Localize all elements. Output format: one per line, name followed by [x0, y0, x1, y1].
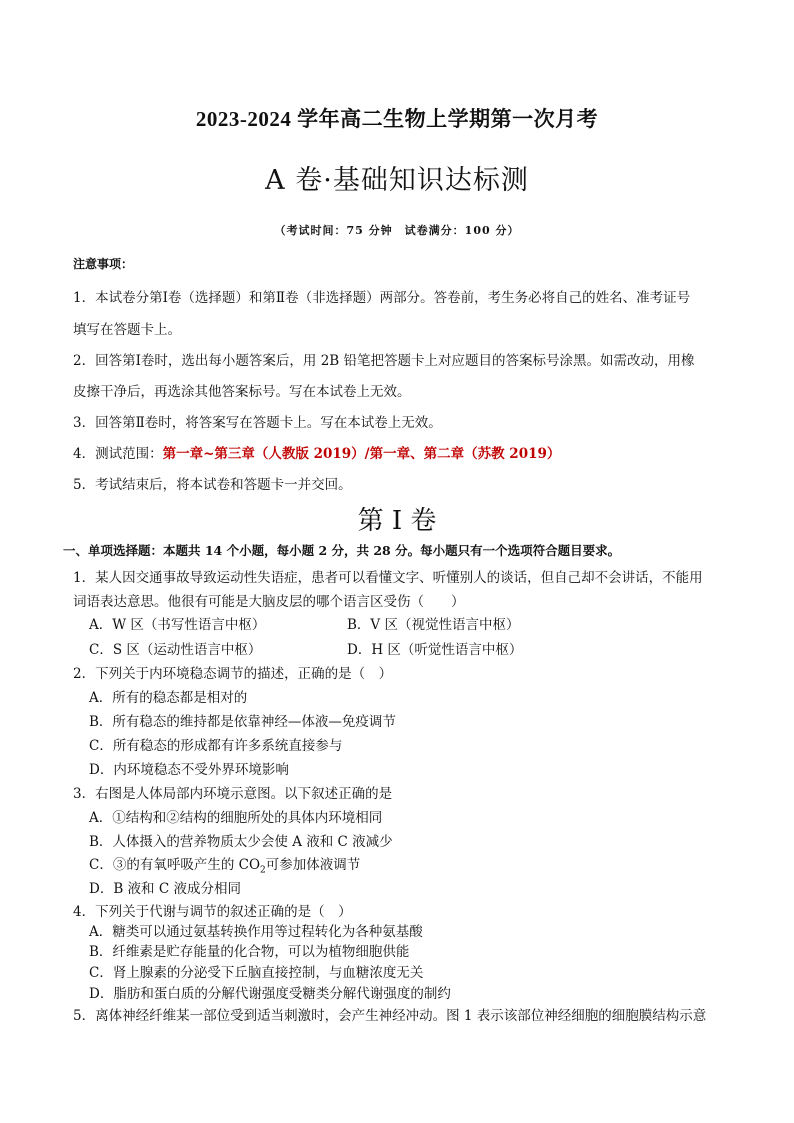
q1-option-c: C．S 区（运动性语言中枢） [89, 642, 262, 658]
question-4: 4．下列关于代谢与调节的叙述正确的是（ ） [73, 904, 352, 920]
q2-option-b: B．所有稳态的维持都是依靠神经—体液—免疫调节 [89, 714, 396, 730]
q1-option-b: B．V 区（视觉性语言中枢） [347, 617, 520, 633]
question-2: 2．下列关于内环境稳态调节的描述，正确的是（ ） [73, 666, 393, 682]
part-heading: 一、单项选择题：本题共 14 个小题，每小题 2 分，共 28 分。每小题只有一个选项符合题目要求。 [63, 543, 621, 558]
notice-item-4-prefix: 4．测试范围： [73, 446, 163, 462]
question-5: 5．离体神经纤维某一部位受到适当刺激时，会产生神经冲动。图 1 表示该部位神经细胞的细胞膜结构示意 [73, 1008, 707, 1024]
notice-item-2-cont: 皮擦干净后，再选涂其他答案标号。写在本试卷上无效。 [73, 384, 411, 400]
section-title: 第 I 卷 [357, 506, 437, 536]
q2-option-a: A．所有的稳态都是相对的 [89, 690, 248, 706]
notice-item-4 [73, 442, 560, 462]
q3-option-c-pre: C．③的有氧呼吸产生的 CO [89, 857, 261, 873]
q4-option-b: B．纤维素是贮存能量的化合物，可以为植物细胞供能 [89, 944, 410, 960]
notice-item-3: 3．回答第Ⅱ卷时，将答案写在答题卡上。写在本试卷上无效。 [73, 415, 442, 431]
question-1-cont: 词语表达意思。他很有可能是大脑皮层的哪个语言区受伤（ ） [73, 594, 465, 610]
notice-item-2: 2．回答第Ⅰ卷时，选出每小题答案后，用 2B 铅笔把答题卡上对应题目的答案标号涂黑。如需改动，用橡 [73, 353, 695, 369]
q4-option-d: D．脂肪和蛋白质的分解代谢强度受糖类分解代谢强度的制约 [89, 986, 451, 1002]
q3-option-a: A．①结构和②结构的细胞所处的具体内环境相同 [89, 810, 383, 826]
q1-option-a: A．W 区（书写性语言中枢） [89, 617, 266, 633]
q3-option-c-sub: 2 [260, 865, 266, 876]
exam-subtitle: A 卷·基础知识达标测 [265, 165, 529, 196]
question-1: 1．某人因交通事故导致运动性失语症，患者可以看懂文字、听懂别人的谈话，但自己却不会讲话，不能用 [73, 570, 703, 586]
notice-item-1-cont: 填写在答题卡上。 [73, 322, 181, 338]
q2-option-c: C．所有稳态的形成都有许多系统直接参与 [89, 738, 343, 754]
notice-item-1: 1．本试卷分第Ⅰ卷（选择题）和第Ⅱ卷（非选择题）两部分。答卷前，考生务必将自己的姓名、准考证号 [73, 290, 691, 306]
notice-item-5: 5．考试结束后，将本试卷和答题卡一并交回。 [73, 477, 352, 493]
test-scope: 第一章~第三章（人教版 2019）/第一章、第二章（苏教 2019） [162, 446, 561, 462]
q3-option-d: D．B 液和 C 液成分相同 [89, 881, 241, 897]
q4-option-c: C．肾上腺素的分泌受下丘脑直接控制，与血糖浓度无关 [89, 965, 424, 981]
q3-option-b: B．人体摄入的营养物质太少会使 A 液和 C 液减少 [89, 834, 393, 850]
question-3: 3．右图是人体局部内环境示意图。以下叙述正确的是 [73, 786, 393, 802]
q4-option-a: A．糖类可以通过氨基转换作用等过程转化为各种氨基酸 [89, 924, 423, 940]
exam-title: 2023-2024 学年高二生物上学期第一次月考 [195, 107, 599, 131]
q3-option-c-post: 可参加体液调节 [265, 857, 361, 873]
q1-option-d: D．H 区（听觉性语言中枢） [347, 642, 523, 658]
exam-info: （考试时间：75 分钟 试卷满分：100 分） [274, 224, 520, 237]
q2-option-d: D．内环境稳态不受外界环境影响 [89, 762, 289, 778]
q3-option-c [89, 853, 360, 876]
notice-heading: 注意事项： [73, 257, 134, 271]
